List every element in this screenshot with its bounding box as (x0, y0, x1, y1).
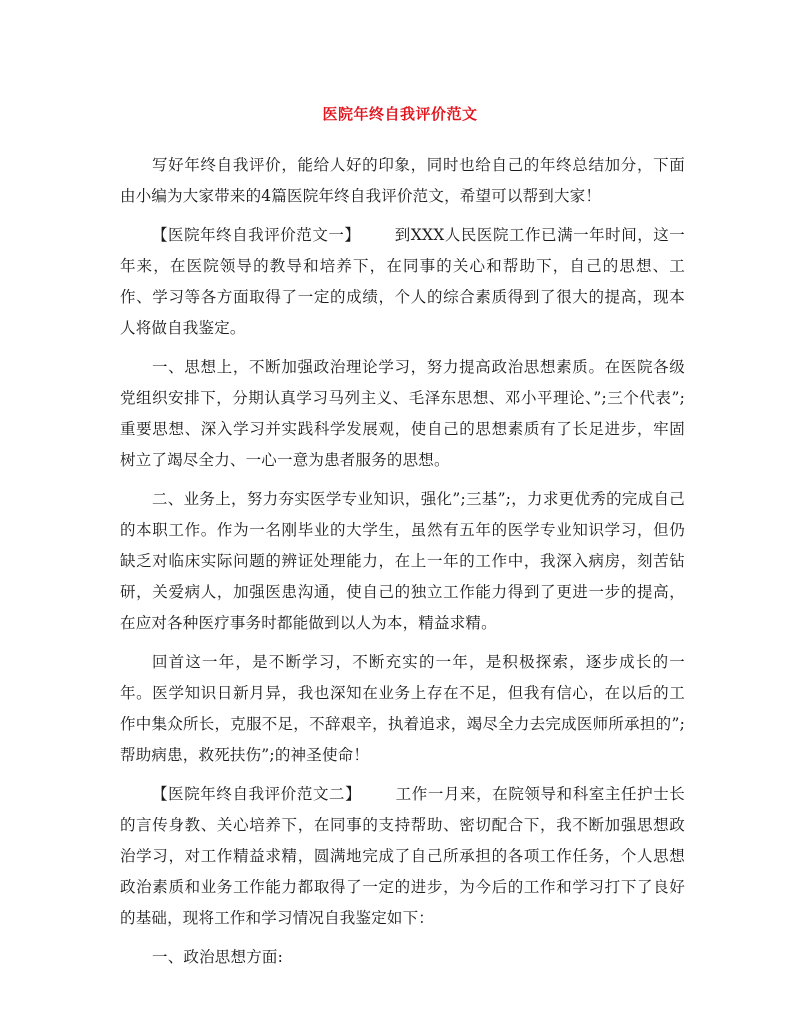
paragraph-intro (120, 150, 685, 212)
document-body (120, 150, 685, 981)
paragraph-business (120, 484, 685, 639)
document-title: 医院年终自我评价范文 (322, 105, 478, 123)
paragraph-review-text: 回首这一年，是不断学习，不断充实的一年，是积极探索，逐步成长的一年。医学知识日新月异，我也深知在业务上存在不足，但我有信心，在以后的工作中集众所长，克服不足，不辞艰辛，执着追求，竭尽全力去完成医师所承担的”;帮助病患，救死扶伤”;的神圣使命！ (120, 653, 685, 764)
paragraph-thought (120, 352, 685, 476)
section-two-opening-text: 工作一月来，在院领导和科室主任护士长的言传身教、关心培养下，在同事的支持帮助、密切配合下，我不断加强思想政治学习，对工作精益求精，圆满地完成了自己所承担的各项工作任务，个人思想政治素质和业务工作能力都取得了一定的进步，为今后的工作和学习打下了良好的基础，现将工作和学习情况自我鉴定如下： (120, 785, 685, 927)
paragraph-intro-text: 写好年终自我评价，能给人好的印象，同时也给自己的年终总结加分，下面由小编为大家带来的4篇医院年终自我评价范文，希望可以帮到大家！ (120, 156, 685, 205)
politics-heading-text: 一、政治思想方面: (152, 948, 284, 966)
section-one-heading: 【医院年终自我评价范文一】 (152, 226, 361, 244)
paragraph-section-two-opening (120, 779, 685, 934)
paragraph-review (120, 647, 685, 771)
paragraph-politics-heading (120, 942, 685, 973)
paragraph-business-text: 二、业务上，努力夯实医学专业知识，强化”;三基”;，力求更优秀的完成自己的本职工作。作为一名刚毕业的大学生，虽然有五年的医学专业知识学习，但仍缺乏对临床实际问题的辨证处理能力，在上一年的工作中，我深入病房，刻苦钻研，关爱病人，加强医患沟通，使自己的独立工作能力得到了更进一步的提高，在应对各种医疗事务时都能做到以人为本，精益求精。 (120, 490, 685, 632)
section-two-heading: 【医院年终自我评价范文二】 (152, 785, 362, 803)
section-one-opening-text: 到XXX人民医院工作已满一年时间，这一年来，在医院领导的教导和培养下，在同事的关心和帮助下，自己的思想、工作、学习等各方面取得了一定的成绩，个人的综合素质得到了很大的提高，现本人将做自我鉴定。 (120, 226, 686, 337)
paragraph-section-one-opening (120, 220, 685, 344)
paragraph-thought-text: 一、思想上，不断加强政治理论学习，努力提高政治思想素质。在医院各级党组织安排下，分期认真学习马列主义、毛泽东思想、邓小平理论、”;三个代表”;重要思想、深入学习并实践科学发展观，使自己的思想素质有了长足进步，牢固树立了竭尽全力、一心一意为患者服务的思想。 (120, 358, 685, 469)
